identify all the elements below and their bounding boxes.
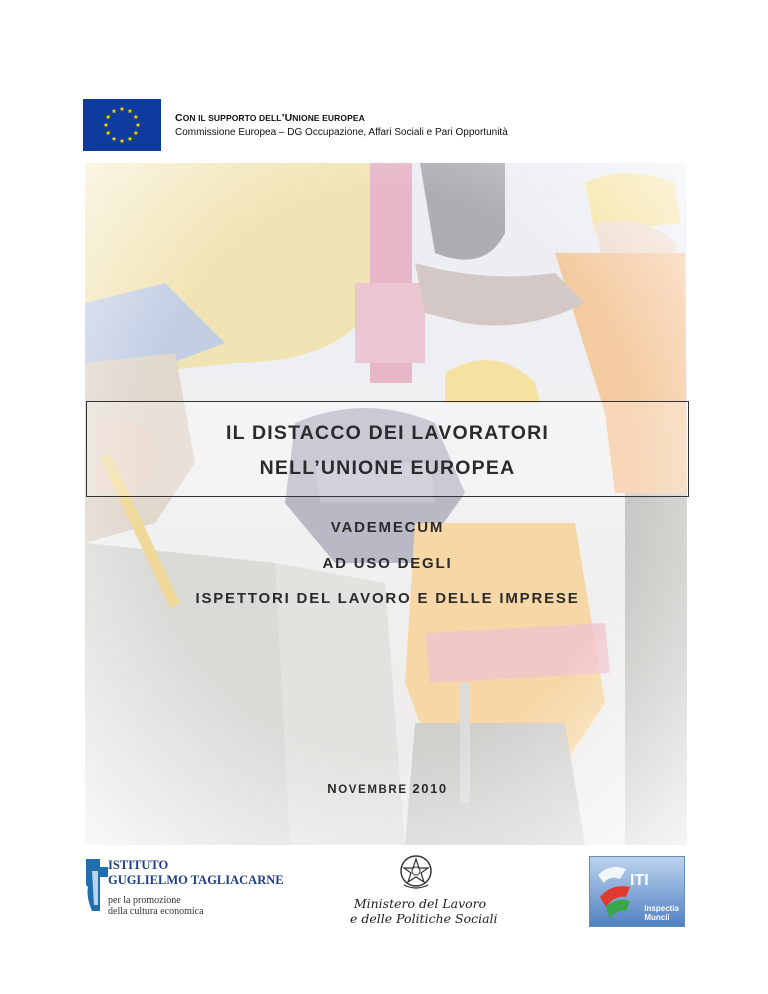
publication-date: NOVEMBRE 2010: [327, 781, 448, 796]
cover-photo: [85, 163, 687, 845]
subtitle-line-2: AD USO DEGLI: [322, 555, 453, 572]
title-line-2: NELL’UNIONE EUROPEA: [259, 457, 516, 479]
italian-republic-emblem-icon: [398, 853, 434, 891]
inspectia-muncii-logo: [589, 856, 685, 927]
ministero-name: Ministero del Lavoro e delle Politiche Sociali: [350, 896, 498, 926]
eu-support-title: CON IL SUPPORTO DELL’UNIONE EUROPEA: [175, 112, 365, 124]
inspectia-name: Inspectia Muncii: [644, 904, 679, 922]
tagliacarne-mark-icon: [84, 857, 110, 913]
svg-text:ITI: ITI: [630, 872, 649, 889]
title-box: [86, 401, 689, 497]
eu-support-subtitle: Commissione Europea – DG Occupazione, Affari Sociali e Pari Opportunità: [175, 127, 508, 138]
subtitle-line-3: ISPETTORI DEL LAVORO E DELLE IMPRESE: [195, 590, 580, 607]
eu-flag-icon: [83, 99, 161, 151]
ministero-logo: [350, 853, 498, 933]
tagliacarne-description: per la promozione della cultura economica: [108, 895, 204, 917]
subtitle-line-1: VADEMECUM: [330, 519, 445, 536]
tagliacarne-name: ISTITUTO GUGLIELMO TAGLIACARNE: [108, 858, 284, 887]
tagliacarne-logo: [84, 857, 284, 927]
title-line-1: IL DISTACCO DEI LAVORATORI: [226, 422, 549, 444]
